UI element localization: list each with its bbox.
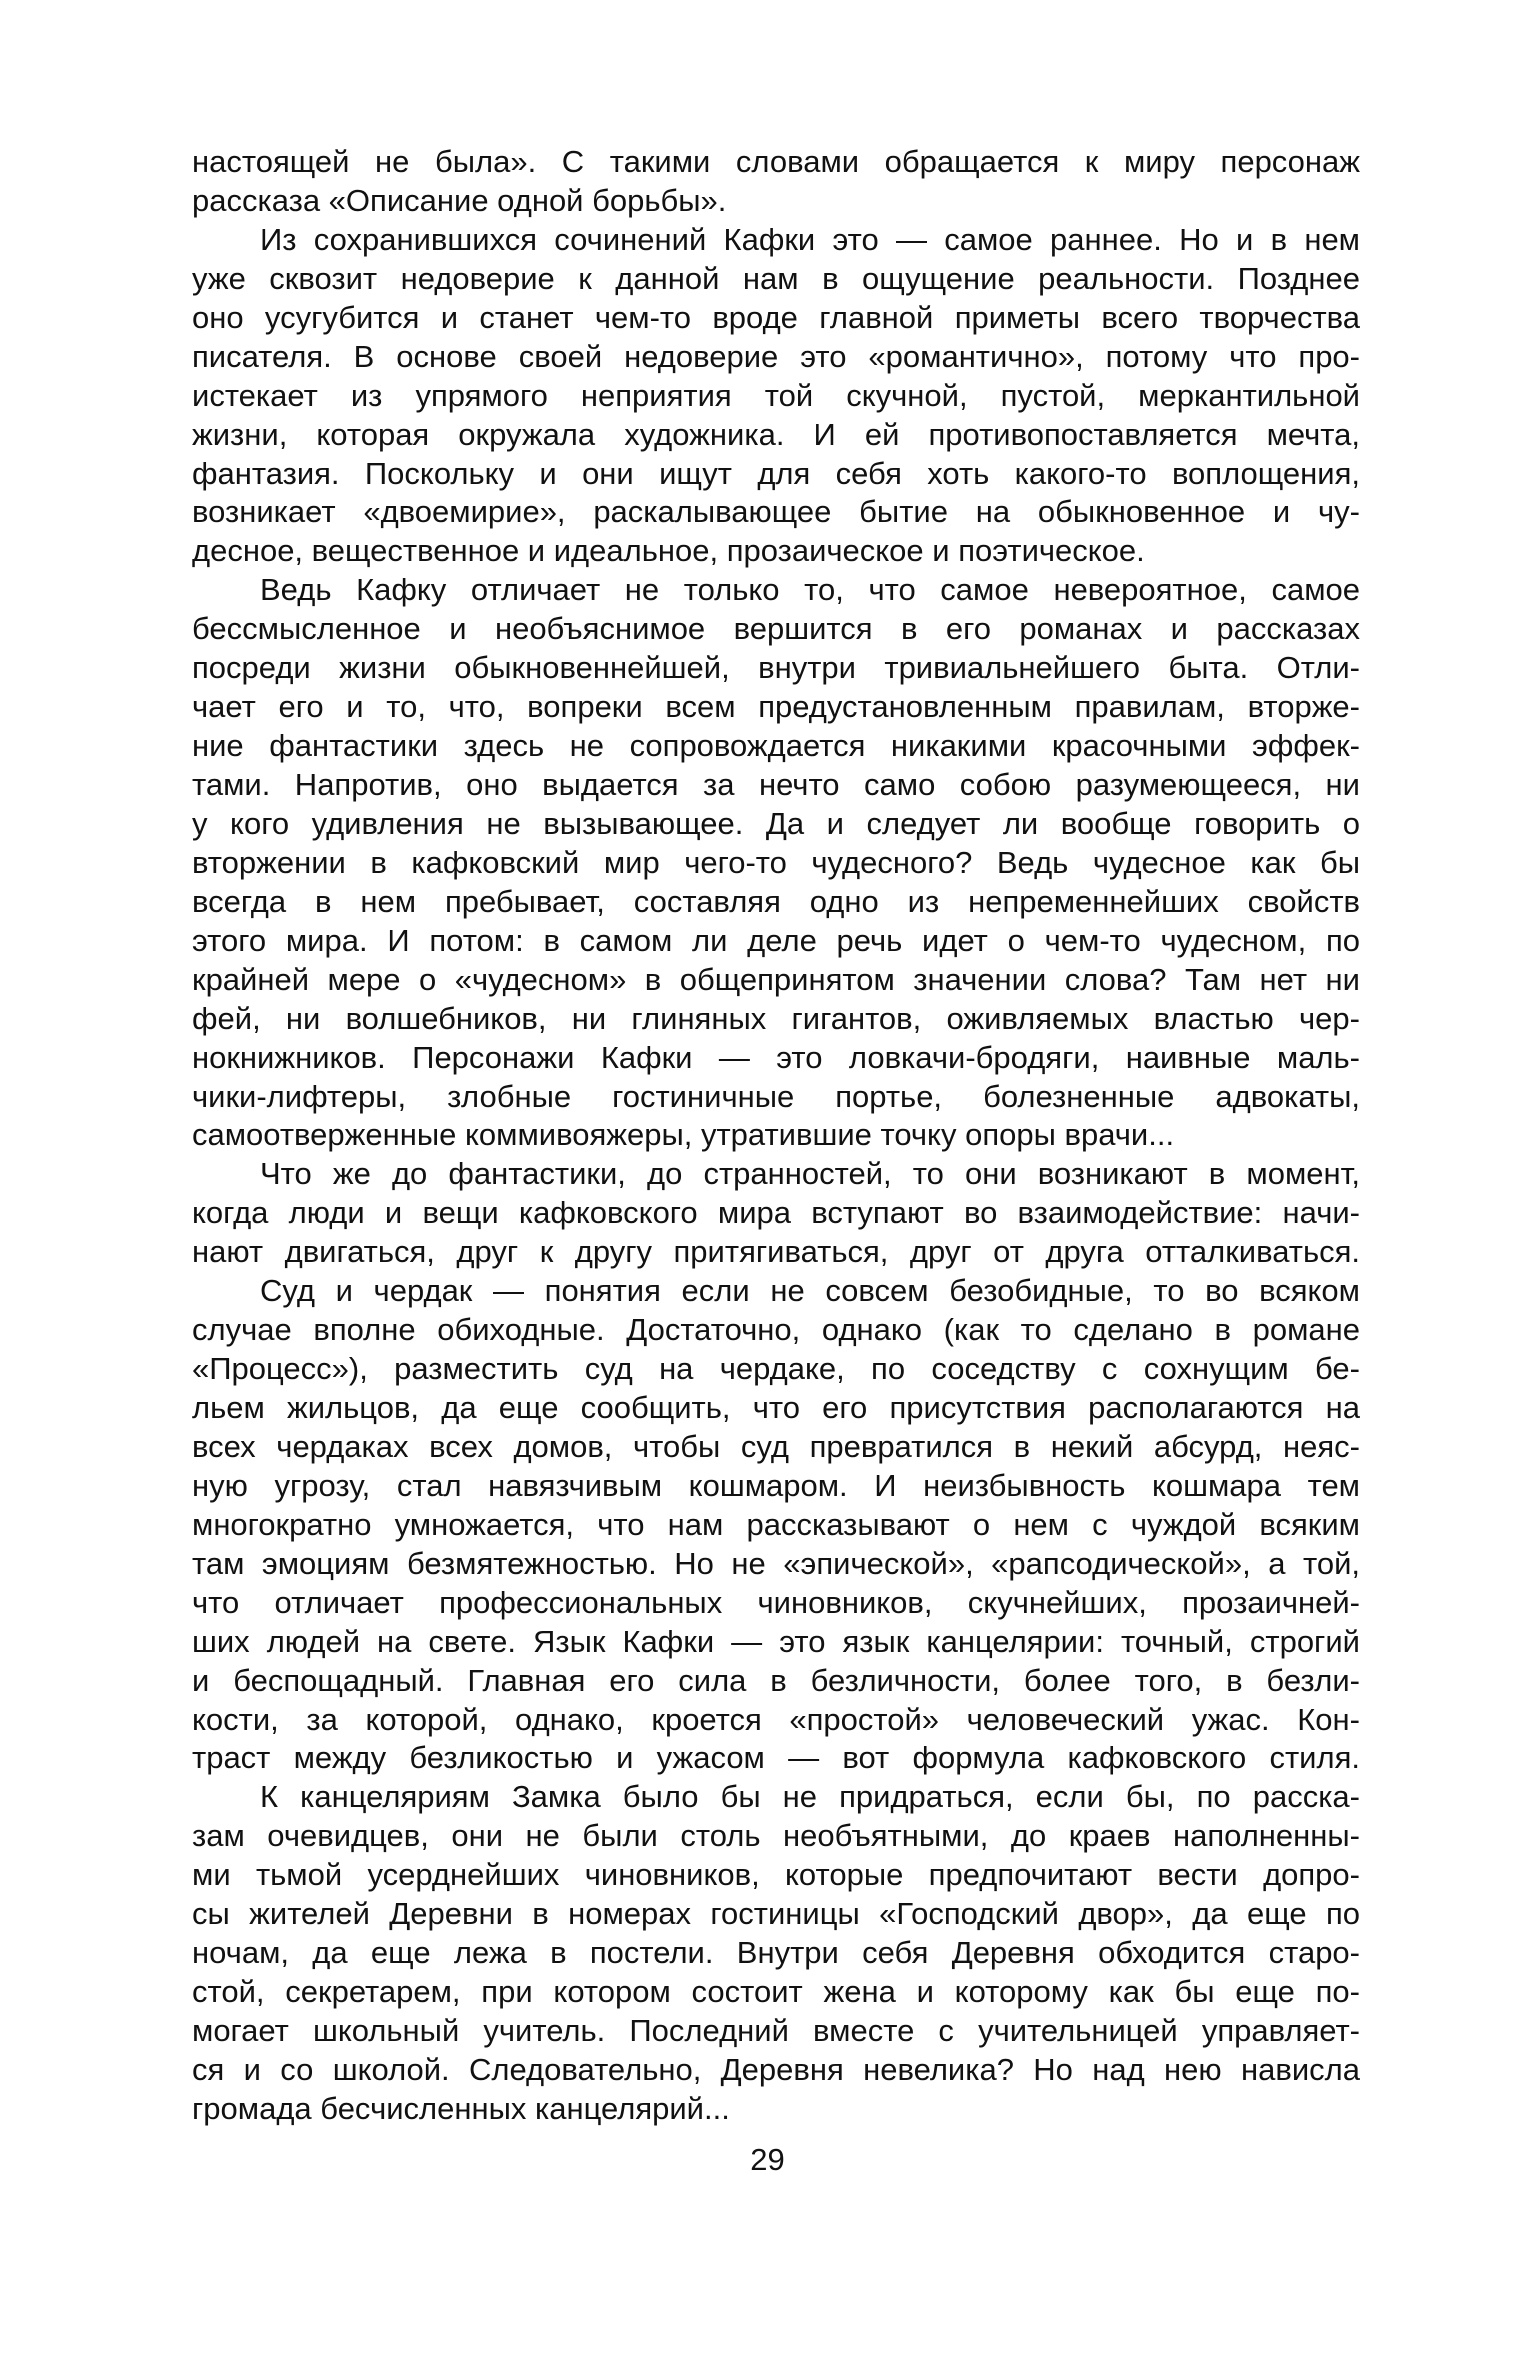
text-line: траст между безликостью и ужасом — вот формула кафковского стиля. (192, 1740, 1360, 1776)
text-line: истекает из упрямого неприятия той скучной, пустой, меркантильной (192, 377, 1360, 413)
text-line: оно усугубится и станет чем-то вроде главной приметы всего творчества (192, 299, 1360, 335)
paragraph-first-line: Что же до фантастики, до странностей, то они возникают в момент, (260, 1156, 1360, 1192)
text-line: зам очевидцев, они не были столь необъятными, до краев наполненны- (192, 1818, 1360, 1854)
paragraph-first-line: К канцеляриям Замка было бы не придраться, если бы, по расска- (260, 1779, 1360, 1815)
text-line: нокнижников. Персонажи Кафки — это ловкачи-бродяги, наивные маль- (192, 1039, 1360, 1075)
text-line: вторжении в кафковский мир чего-то чудесного? Ведь чудесное как бы (192, 844, 1360, 880)
text-line: громада бесчисленных канцелярий... (192, 2090, 730, 2126)
text-line: ших людей на свете. Язык Кафки — это язык канцелярии: точный, строгий (192, 1623, 1360, 1659)
text-line: всегда в нем пребывает, составляя одно из непременнейших свойств (192, 883, 1360, 919)
text-line: у кого удивления не вызывающее. Да и следует ли вообще говорить о (192, 805, 1360, 841)
text-line: возникает «двоемирие», раскалывающее бытие на обыкновенное и чу- (192, 494, 1360, 530)
text-line: кости, за которой, однако, кроется «простой» человеческий ужас. Кон- (192, 1701, 1360, 1737)
text-line: посреди жизни обыкновеннейшей, внутри тривиальнейшего быта. Отли- (192, 650, 1360, 686)
text-line: писателя. В основе своей недоверие это «романтично», потому что про- (192, 338, 1360, 374)
text-line: что отличает профессиональных чиновников, скучнейших, прозаичней- (192, 1584, 1360, 1620)
text-line: многократно умножается, что нам рассказывают о нем с чуждой всяким (192, 1506, 1360, 1542)
text-line: жизни, которая окружала художника. И ей противопоставляется мечта, (192, 416, 1360, 452)
text-line: и беспощадный. Главная его сила в безличности, более того, в безли- (192, 1662, 1360, 1698)
text-line: крайней мере о «чудесном» в общепринятом значении слова? Там нет ни (192, 961, 1360, 997)
text-line: ми тьмой усерднейших чиновников, которые предпочитают вести допро- (192, 1857, 1360, 1893)
text-line: ние фантастики здесь не сопровождается никакими красочными эффек- (192, 728, 1360, 764)
text-line: тами. Напротив, оно выдается за нечто само собою разумеющееся, ни (192, 767, 1360, 802)
text-line: там эмоциям безмятежностью. Но не «эпической», «рапсодической», а той, (192, 1545, 1360, 1581)
text-line: чики-лифтеры, злобные гостиничные портье, болезненные адвокаты, (192, 1078, 1360, 1114)
text-line: нают двигаться, друг к другу притягиваться, друг от друга отталкиваться. (192, 1234, 1360, 1270)
text-line: «Процесс»), разместить суд на чердаке, по соседству с сохнущим бе- (192, 1351, 1360, 1387)
text-line: ную угрозу, стал навязчивым кошмаром. И неизбывность кошмара тем (192, 1467, 1360, 1503)
text-line: могает школьный учитель. Последний вместе с учительницей управляет- (192, 2013, 1360, 2048)
paragraph-first-line: Суд и чердак — понятия если не совсем безобидные, то во всяком (260, 1273, 1360, 1309)
text-line: этого мира. И потом: в самом ли деле речь идет о чем-то чудесном, по (192, 922, 1360, 958)
text-line: настоящей не была». С такими словами обращается к миру персонаж (192, 144, 1360, 179)
page-number: 29 (750, 2142, 785, 2177)
text-line: рассказа «Описание одной борьбы». (192, 182, 727, 218)
text-line: когда люди и вещи кафковского мира вступают во взаимодействие: начи- (192, 1195, 1360, 1231)
text-line: случае вполне обиходные. Достаточно, однако (как то сделано в романе (192, 1312, 1360, 1348)
text-line: чает его и то, что, вопреки всем предустановленным правилам, вторже- (192, 689, 1360, 725)
text-line: фантазия. Поскольку и они ищут для себя хоть какого-то воплощения, (192, 455, 1360, 491)
text-line: льем жильцов, да еще сообщить, что его присутствия располагаются на (192, 1390, 1360, 1425)
text-line: фей, ни волшебников, ни глиняных гигантов, оживляемых властью чер- (192, 1000, 1360, 1036)
paragraph-first-line: Из сохранившихся сочинений Кафки это — самое раннее. Но и в нем (260, 221, 1360, 257)
text-line: ся и со школой. Следовательно, Деревня невелика? Но над нею нависла (192, 2051, 1360, 2087)
text-line: уже сквозит недоверие к данной нам в ощущение реальности. Позднее (192, 260, 1360, 296)
text-line: бессмысленное и необъяснимое вершится в его романах и рассказах (192, 611, 1360, 647)
text-line: самоотверженные коммивояжеры, утратившие точку опоры врачи... (192, 1117, 1175, 1153)
body-text (192, 143, 1360, 2129)
text-line: всех чердаках всех домов, чтобы суд превратился в некий абсурд, неяс- (192, 1428, 1360, 1464)
text-line: ночам, да еще лежа в постели. Внутри себя Деревня обходится старо- (192, 1935, 1360, 1971)
text-line: десное, вещественное и идеальное, прозаическое и поэтическое. (192, 533, 1145, 569)
text-line: стой, секретарем, при котором состоит жена и которому как бы еще по- (192, 1974, 1360, 2010)
paragraph-first-line: Ведь Кафку отличает не только то, что самое невероятное, самое (260, 572, 1360, 608)
text-line: сы жителей Деревни в номерах гостиницы «Господский двор», да еще по (192, 1896, 1360, 1932)
